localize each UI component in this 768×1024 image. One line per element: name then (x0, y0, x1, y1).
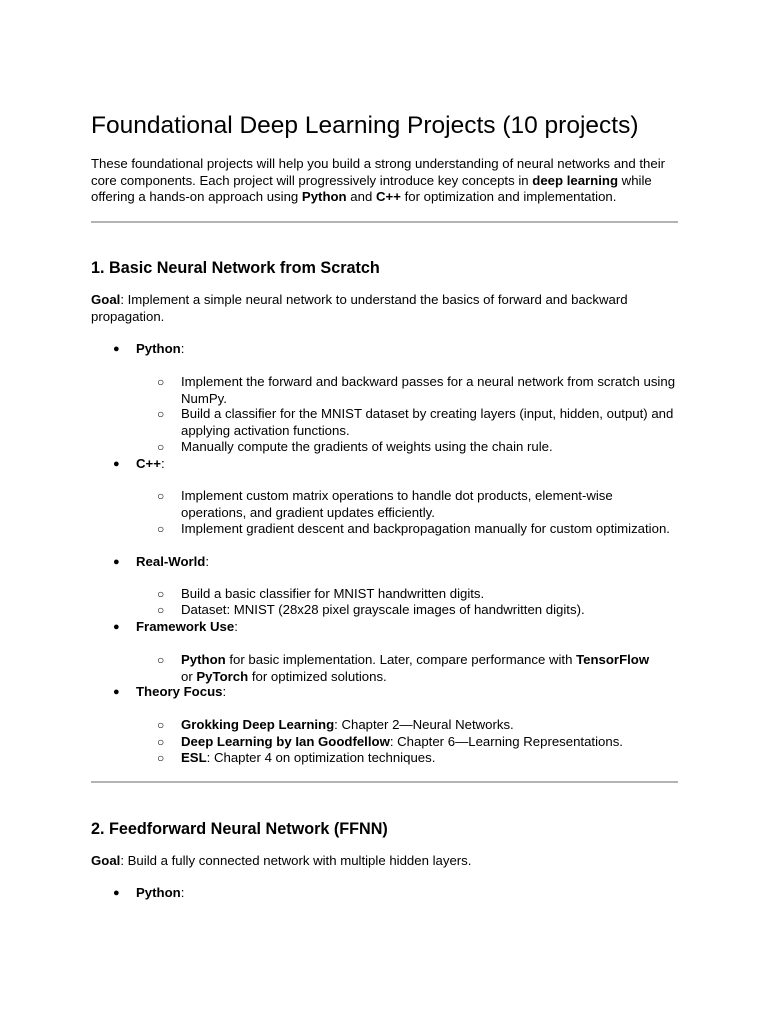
circle-bullet-icon: ○ (157, 375, 165, 389)
circle-bullet-icon: ○ (157, 522, 165, 536)
goal-label: Goal (91, 292, 121, 307)
plain-text: for basic implementation. Later, compare performance with (225, 652, 577, 667)
intro-bold: deep learning (532, 172, 619, 188)
circle-bullet-icon: ○ (157, 587, 165, 601)
colon: : (180, 341, 185, 356)
goal-text: : Implement a simple neural network to understand the basics of forward and backward propagation. (91, 292, 628, 324)
list-item-text (181, 652, 681, 685)
bullet-icon: ● (113, 686, 120, 698)
intro-paragraph (91, 156, 691, 206)
bold-term: Python (181, 652, 226, 667)
bold-term: PyTorch (196, 668, 249, 684)
divider (91, 221, 678, 223)
bullet-label (136, 684, 226, 701)
goal-label: Goal (91, 853, 121, 868)
bullet-label-text: Python (136, 885, 181, 900)
plain-text: or (181, 668, 197, 684)
page-title: Foundational Deep Learning Projects (10 projects) (91, 112, 639, 139)
colon: : (222, 684, 227, 699)
bold-term: Grokking Deep Learning (181, 717, 335, 732)
bullet-label-text: Theory Focus (136, 684, 223, 699)
list-item-text: Dataset: MNIST (28x28 pixel grayscale images of handwritten digits). (181, 602, 585, 617)
intro-text: and (346, 189, 376, 204)
intro-bold: C++ (375, 189, 401, 204)
list-item-text: Implement the forward and backward passes for a neural network from scratch using NumPy. (181, 374, 676, 406)
section-heading-2: 2. Feedforward Neural Network (FFNN) (91, 820, 388, 838)
plain-text: : Chapter 4 on optimization techniques. (206, 750, 436, 765)
intro-text: while offering a hands-on approach using (91, 172, 652, 204)
bullet-label-text: C++ (136, 456, 161, 471)
colon: : (180, 885, 185, 900)
colon: : (205, 554, 210, 569)
list-item-text (181, 717, 681, 734)
goal-paragraph (91, 853, 681, 870)
list-item-text (181, 750, 681, 767)
bullet-label-text: Framework Use (136, 619, 235, 634)
list-item-text: Implement custom matrix operations to handle dot products, element-wise operations, and gradient updates efficiently. (181, 488, 613, 520)
list-item-text (181, 734, 681, 751)
plain-text: : Chapter 6—Learning Representations. (389, 734, 623, 749)
bullet-label (136, 885, 184, 902)
list-item-text: Manually compute the gradients of weights using the chain rule. (181, 439, 553, 454)
bullet-label (136, 554, 209, 571)
bold-term: TensorFlow (576, 652, 650, 667)
bullet-icon: ● (113, 458, 120, 470)
bullet-icon: ● (113, 556, 120, 568)
bullet-label (136, 341, 184, 358)
bullet-icon: ● (113, 887, 120, 899)
intro-text: for optimization and implementation. (400, 189, 617, 204)
circle-bullet-icon: ○ (157, 653, 165, 667)
intro-text: These foundational projects will help you build a strong understanding of neural networks and their core components. Each project will progressively introduce key concepts in (91, 156, 666, 188)
list-item-text: Implement gradient descent and backpropagation manually for custom optimization. (181, 521, 670, 536)
circle-bullet-icon: ○ (157, 735, 165, 749)
bold-term: ESL (181, 750, 207, 765)
circle-bullet-icon: ○ (157, 718, 165, 732)
colon: : (160, 456, 165, 471)
bullet-label (136, 456, 165, 473)
colon: : (234, 619, 238, 634)
goal-text: : Build a fully connected network with multiple hidden layers. (120, 853, 472, 868)
bold-term: Deep Learning by Ian Goodfellow (181, 734, 390, 749)
goal-paragraph (91, 292, 681, 325)
circle-bullet-icon: ○ (157, 407, 165, 421)
bullet-label-text: Python (136, 341, 181, 356)
bullet-icon: ● (113, 621, 120, 633)
bullet-label (136, 619, 238, 636)
plain-text: for optimized solutions. (248, 668, 387, 684)
list-item-text: Build a basic classifier for MNIST handwritten digits. (181, 586, 485, 601)
circle-bullet-icon: ○ (157, 489, 165, 503)
section-heading-1: 1. Basic Neural Network from Scratch (91, 259, 380, 277)
circle-bullet-icon: ○ (157, 751, 165, 765)
list-item-text: Build a classifier for the MNIST dataset by creating layers (input, hidden, output) and applying activation functions. (181, 406, 674, 438)
divider (91, 781, 678, 783)
bullet-icon: ● (113, 343, 120, 355)
circle-bullet-icon: ○ (157, 603, 165, 617)
plain-text: : Chapter 2—Neural Networks. (334, 717, 514, 732)
circle-bullet-icon: ○ (157, 440, 165, 454)
bullet-label-text: Real-World (136, 554, 206, 569)
intro-bold: Python (301, 189, 347, 204)
